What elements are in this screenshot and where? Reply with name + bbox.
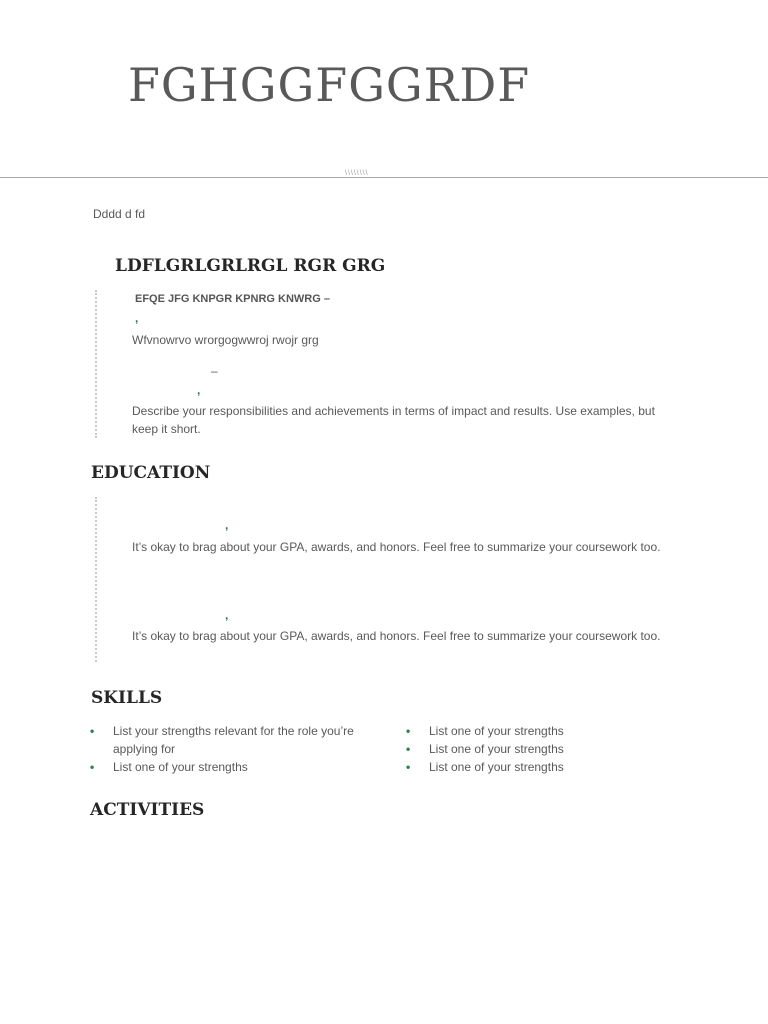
job2-description: Describe your responsibilities and achievements in terms of impact and results. Use examples, but keep it short.: [132, 404, 655, 436]
education-bar: [95, 497, 99, 662]
contact-info: Dddd d fd: [93, 207, 146, 221]
resume-name: FGHGGFGGRDF: [128, 58, 531, 112]
skill-item: • List one of your strengths: [90, 758, 380, 776]
education-description-2: It’s okay to brag about your GPA, awards, and honors. Feel free to summarize your coursework too.: [132, 629, 661, 643]
skill-item: • List one of your strengths: [406, 722, 696, 740]
skills-right-column: [406, 722, 696, 776]
experience-bar: [95, 290, 99, 438]
header-divider: [0, 177, 768, 178]
skill-item: • List your strengths relevant for the role you’re applying for: [90, 722, 380, 758]
skills-heading: SKILLS: [91, 688, 163, 708]
skills-left-column: [90, 722, 380, 776]
job-comma: ,: [135, 311, 139, 325]
experience-heading: LDFLGRLGRLRGL RGR GRG: [115, 256, 386, 276]
job2-dash: –: [211, 364, 218, 378]
education-description-1: It’s okay to brag about your GPA, awards, and honors. Feel free to summarize your coursework too.: [132, 540, 661, 554]
education-comma-2: ,: [225, 608, 229, 622]
divider-mark: \\\\\\\\: [345, 170, 369, 177]
job-title: EFQE JFG KNPGR KPNRG KNWRG –: [135, 293, 330, 305]
skill-item: • List one of your strengths: [406, 758, 696, 776]
job2-comma: ,: [197, 383, 201, 397]
activities-heading: ACTIVITIES: [90, 800, 205, 820]
education-comma-1: ,: [225, 518, 229, 532]
education-heading: EDUCATION: [91, 463, 211, 483]
job-description: Wfvnowrvo wrorgogwwroj rwojr grg: [132, 333, 319, 347]
skill-item: • List one of your strengths: [406, 740, 696, 758]
